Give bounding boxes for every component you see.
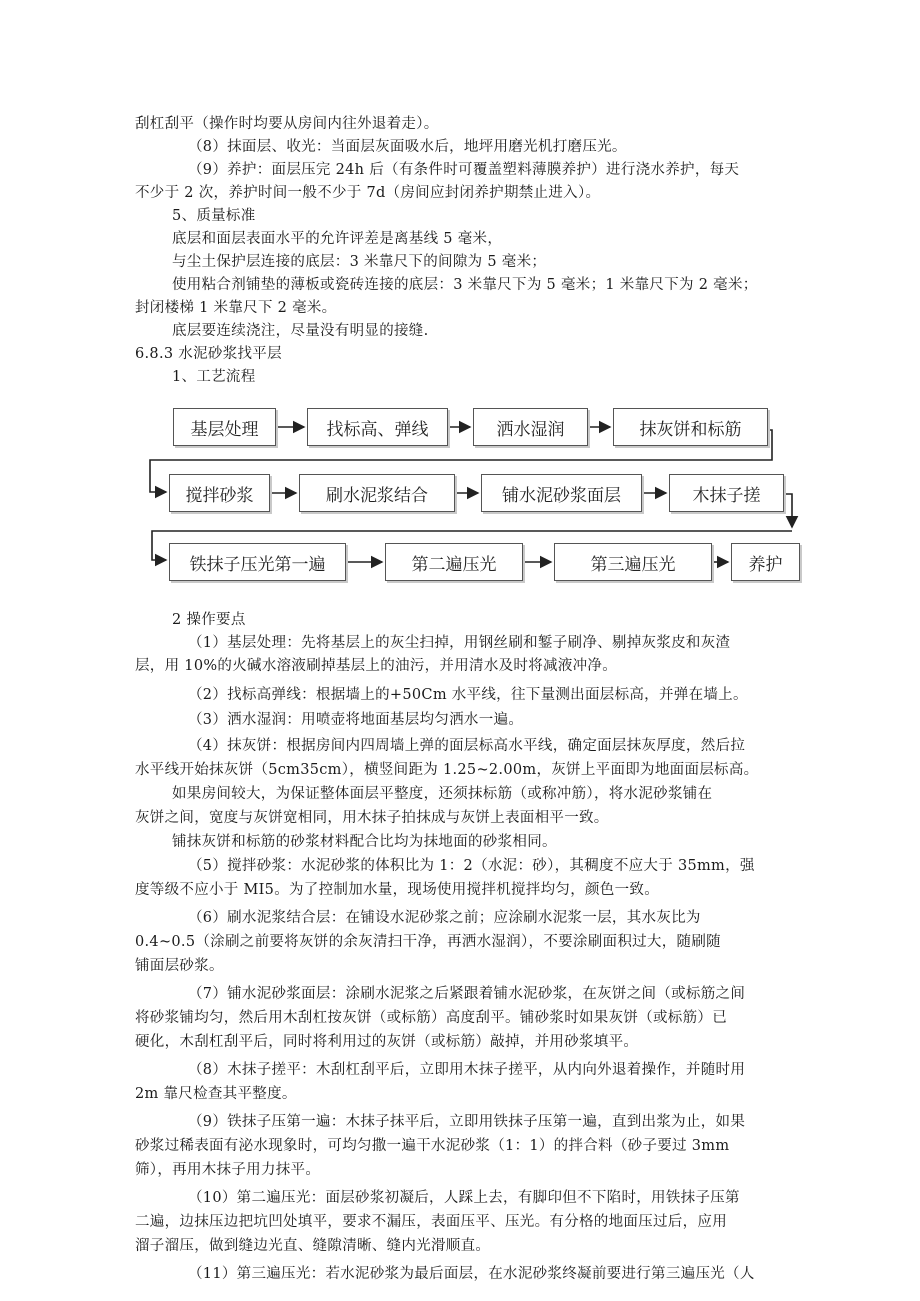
flow-step: 搅拌砂浆 xyxy=(169,474,270,512)
text-line: （5）搅拌砂浆：水泥砂浆的体积比为 1：2（水泥：砂），其稠度不应大于 35mm，强 xyxy=(188,858,755,874)
text-line: 水平线开始抹灰饼（5cm35cm），横竖间距为 1.25~2.00m，灰饼上平面即为地面面层标高。 xyxy=(135,762,759,778)
flow-step: 洒水湿润 xyxy=(473,408,588,446)
flow-step: 铺水泥砂浆面层 xyxy=(481,474,642,512)
text-line: 封闭楼梯 1 米靠尺下 2 毫米。 xyxy=(135,300,337,316)
flow-step: 第三遍压光 xyxy=(554,543,712,581)
flow-connector xyxy=(150,430,772,492)
text-line: 灰饼之间，宽度与灰饼宽相同，用木抹子拍抹成与灰饼上表面相平一致。 xyxy=(135,810,609,826)
text-line: （6）刷水泥浆结合层：在铺设水泥砂浆之前；应涂刷水泥浆一层，其水灰比为 xyxy=(188,910,701,926)
text-line: 底层要连续浇注，尽量没有明显的接缝. xyxy=(172,323,429,339)
text-line: 刮杠刮平（操作时均要从房间内往外退着走）。 xyxy=(135,116,439,132)
flow-step: 抹灰饼和标筋 xyxy=(613,408,768,446)
flow-connector xyxy=(784,494,792,527)
flow-step: 第二遍压光 xyxy=(385,543,523,581)
text-line: （9）养护：面层压完 24h 后（有条件时可覆盖塑料薄膜养护）进行浇水养护，每天 xyxy=(188,162,740,178)
text-line: 使用粘合剂铺垫的薄板或瓷砖连接的底层：3 米靠尺下为 5 毫米；1 米靠尺下为 2 毫米； xyxy=(172,277,758,293)
text-line: 不少于 2 次，养护时间一般不少于 7d（房间应封闭养护期禁止进入）。 xyxy=(135,185,601,201)
flow-step: 铁抹子压光第一遍 xyxy=(169,543,346,581)
section-heading: 1、工艺流程 xyxy=(172,369,256,385)
flow-connector xyxy=(152,531,792,560)
section-heading: 5、质量标准 xyxy=(172,208,256,224)
text-line: （2）找标高弹线：根据墙上的+50Cm 水平线，往下量测出面层标高，并弹在墙上。 xyxy=(188,687,748,703)
text-line: 层，用 10%的火碱水溶液刷掉基层上的油污，并用清水及时将减液冲净。 xyxy=(135,658,618,674)
text-line: 铺抹灰饼和标筋的砂浆材料配合比均为抹地面的砂浆相同。 xyxy=(172,834,557,850)
text-line: （10）第二遍压光：面层砂浆初凝后，人踩上去，有脚印但不下陷时，用铁抹子压第 xyxy=(188,1190,740,1206)
text-line: （4）抹灰饼：根据房间内四周墙上弹的面层标高水平线，确定面层抹灰厚度，然后拉 xyxy=(188,738,746,754)
text-line: 二遍，边抹压边把坑凹处填平，要求不漏压，表面压平、压光。有分格的地面压过后，应用 xyxy=(135,1214,727,1230)
flow-step: 木抹子搓 xyxy=(669,474,784,512)
text-line: 溜子溜压，做到缝边光直、缝隙清晰、缝内光滑顺直。 xyxy=(135,1238,491,1254)
text-line: （1）基层处理：先将基层上的灰尘扫掉，用钢丝刷和錾子刷净、剔掉灰浆皮和灰渣 xyxy=(188,635,731,651)
section-heading: 2 操作要点 xyxy=(172,612,246,628)
text-line: 2m 靠尺检查其平整度。 xyxy=(135,1086,297,1102)
text-line: 砂浆过稀表面有泌水现象时，可均匀撒一遍干水泥砂浆（1：1）的拌合料（砂子要过 3mm xyxy=(135,1138,730,1154)
flow-step: 基层处理 xyxy=(173,408,276,446)
text-line: （7）铺水泥砂浆面层：涂刷水泥浆之后紧跟着铺水泥砂浆，在灰饼之间（或标筋之间 xyxy=(188,986,746,1002)
flow-step: 刷水泥浆结合 xyxy=(299,474,455,512)
flow-step: 养护 xyxy=(731,543,800,581)
text-line: （8）木抹子搓平：木刮杠刮平后，立即用木抹子搓平，从内向外退着操作，并随时用 xyxy=(188,1062,746,1078)
flow-step: 找标高、弹线 xyxy=(307,408,448,446)
text-line: 将砂浆铺均匀，然后用木刮杠按灰饼（或标筋）高度刮平。铺砂浆时如果灰饼（或标筋）已 xyxy=(135,1010,727,1026)
text-line: （3）洒水湿润：用喷壶将地面基层均匀洒水一遍。 xyxy=(188,712,524,728)
text-line: 如果房间较大，为保证整体面层平整度，还须抹标筋（或称冲筋），将水泥砂浆铺在 xyxy=(172,786,713,802)
text-line: 底层和面层表面水平的允许评差是离基线 5 毫米， xyxy=(172,231,503,247)
text-line: 铺面层砂浆。 xyxy=(135,958,224,974)
text-line: （8）抹面层、收光：当面层灰面吸水后，地坪用磨光机打磨压光。 xyxy=(188,139,627,155)
text-line: （9）铁抹子压第一遍：木抹子抹平后，立即用铁抹子压第一遍，直到出浆为止，如果 xyxy=(188,1114,746,1130)
section-heading: 6.8.3 水泥砂浆找平层 xyxy=(135,346,282,362)
text-line: 0.4~0.5（涂刷之前要将灰饼的余灰清扫干净，再洒水湿润），不要涂刷面积过大，随刷随 xyxy=(135,934,721,950)
text-line: 筛），再用木抹子用力抹平。 xyxy=(135,1162,321,1178)
text-line: 度等级不应小于 MI5。为了控制加水量，现场使用搅拌机搅拌均匀，颜色一致。 xyxy=(135,882,660,898)
text-line: 与尘土保护层连接的底层：3 米靠尺下的间隙为 5 毫米； xyxy=(172,254,547,270)
text-line: （11）第三遍压光：若水泥砂浆为最后面层，在水泥砂浆终凝前要进行第三遍压光（人 xyxy=(188,1266,755,1282)
text-line: 硬化，木刮杠刮平后，同时将利用过的灰饼（或标筋）敲掉，并用砂浆填平。 xyxy=(135,1034,639,1050)
